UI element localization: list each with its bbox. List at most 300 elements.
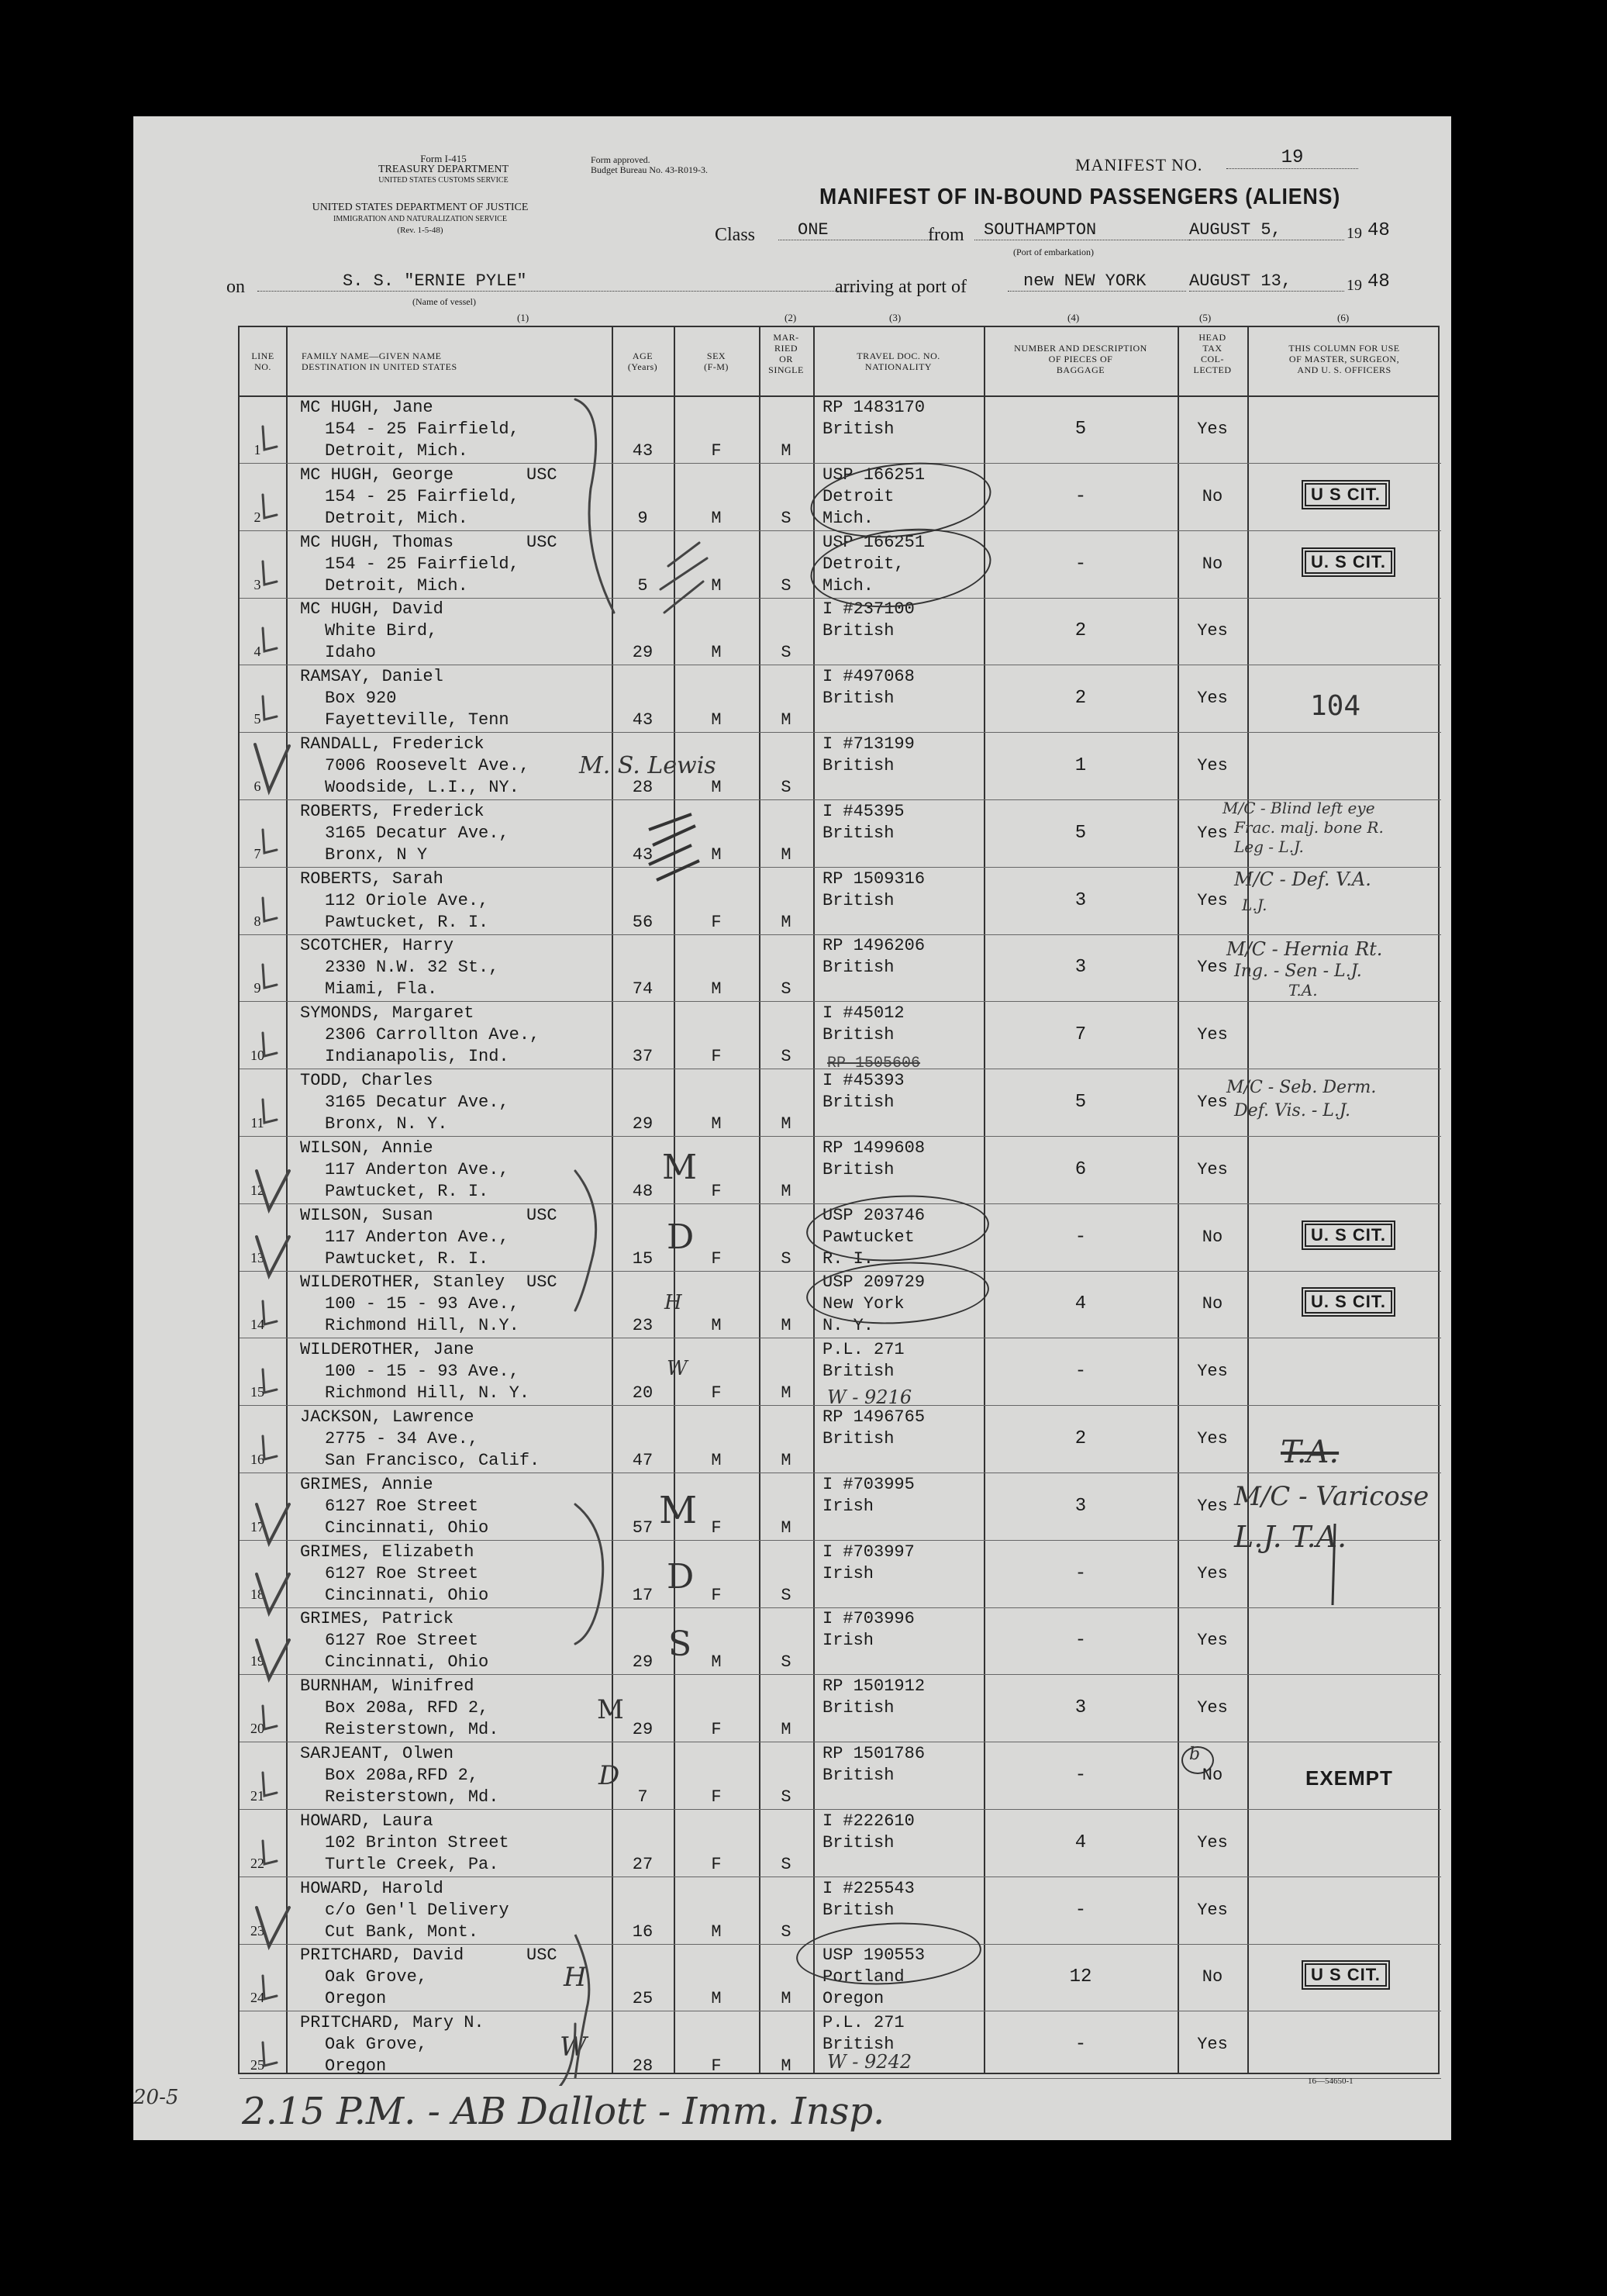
passenger-name: HOWARD, Laura [300, 1811, 433, 1831]
check-mark [263, 1436, 277, 1459]
col-married: MAR- RIED OR SINGLE [768, 332, 804, 375]
nationality: British [822, 419, 895, 439]
nationality: British [822, 1025, 895, 1045]
travel-doc-number: I #45393 [822, 1071, 905, 1090]
travel-doc-number: USP 190553 [822, 1946, 926, 1966]
passenger-name: SCOTCHER, Harry [300, 936, 454, 956]
destination-line-2: Oregon [325, 1989, 387, 2009]
nationality: British [822, 1362, 895, 1382]
justice-dept: UNITED STATES DEPARTMENT OF JUSTICE [312, 202, 529, 213]
destination-line-1: 154 - 25 Fairfield, [325, 419, 519, 439]
passenger-name: PRITCHARD, Mary N. [300, 2013, 485, 2033]
line-number: 12 [250, 1182, 264, 1198]
head-tax: Yes [1197, 1900, 1228, 1920]
line-number: 6 [253, 779, 261, 794]
destination-line-1: White Bird, [325, 621, 438, 641]
age: 43 [632, 441, 653, 461]
baggage-count: 5 [1074, 1092, 1087, 1113]
colnum-5: (5) [1199, 312, 1212, 323]
destination-line-2: Cut Bank, Mont. [325, 1921, 479, 1942]
nationality: Portland [822, 1967, 905, 1987]
passenger-name: WILDEROTHER, Stanley [300, 1272, 505, 1293]
us-citizen-stamp: U S CIT. [1302, 480, 1390, 509]
form-title: MANIFEST OF IN-BOUND PASSENGERS (ALIENS) [819, 185, 1341, 209]
marital-status: S [781, 508, 791, 528]
head-tax: Yes [1197, 1093, 1228, 1112]
destination-line-2: Detroit, Mich. [325, 575, 468, 596]
passenger-name: HOWARD, Harold [300, 1878, 443, 1898]
destination-line-2: San Francisco, Calif. [325, 1451, 540, 1470]
head-tax: Yes [1197, 1429, 1228, 1448]
sex: F [711, 1854, 722, 1874]
age: 43 [632, 844, 653, 865]
check-mark [263, 426, 277, 450]
relation-mark: H [664, 1291, 682, 1314]
grimes-note-1: M/C - Varicose [1234, 1481, 1429, 1512]
baggage-count: 3 [1074, 1495, 1087, 1517]
check-mark [257, 1640, 289, 1679]
passenger-name: MC HUGH, Jane [300, 398, 433, 417]
age: 47 [632, 1451, 653, 1470]
form-approved: Form approved. [591, 154, 650, 165]
baggage-count: 5 [1074, 419, 1087, 440]
arriving-label: arriving at port of [835, 277, 967, 297]
table-row [240, 732, 1441, 800]
col-baggage: NUMBER AND DESCRIPTION OF PIECES OF BAGGAGE [1014, 343, 1147, 375]
check-mark [257, 1171, 289, 1210]
from-value: SOUTHAMPTON [974, 220, 1189, 240]
destination-line-2: Pawtucket, R. I. [325, 1181, 489, 1201]
line-number: 8 [253, 913, 261, 929]
destination-line-2: Bronx, N Y [325, 844, 428, 865]
table-row [240, 665, 1441, 733]
check-mark [263, 561, 277, 585]
scribble [660, 543, 707, 613]
age: 37 [632, 1047, 653, 1067]
passenger-name: RAMSAY, Daniel [300, 667, 443, 687]
roberts-note-2: Frac. malj. bone R. [1234, 818, 1384, 837]
head-tax: No [1202, 1294, 1223, 1314]
passenger-name: JACKSON, Lawrence [300, 1407, 474, 1427]
nationality: British [822, 823, 895, 843]
randall-note: M. S. Lewis [579, 752, 716, 779]
table-row [240, 597, 1441, 665]
travel-doc-number: USP 166251 [822, 532, 926, 552]
passenger-name: WILSON, Annie [300, 1138, 433, 1158]
vessel-name: S. S. "ERNIE PYLE" [257, 271, 862, 292]
marital-status: M [781, 1451, 791, 1470]
passenger-name: MC HUGH, David [300, 599, 443, 620]
col-officers: THIS COLUMN FOR USE OF MASTER, SURGEON, AND U. S. OFFICERS [1288, 343, 1400, 375]
destination-line-2: Turtle Creek, Pa. [325, 1854, 499, 1874]
sex: M [711, 643, 722, 663]
age: 29 [632, 1720, 653, 1740]
passenger-name: SYMONDS, Margaret [300, 1003, 474, 1024]
destination-line-1: 2306 Carrollton Ave., [325, 1025, 540, 1045]
passenger-name: TODD, Charles [300, 1071, 433, 1090]
check-mark [263, 965, 277, 988]
doc-extra: Oregon [822, 1989, 885, 2009]
passenger-name: BURNHAM, Winifred [300, 1676, 474, 1697]
age: 9 [637, 508, 648, 528]
usc-mark: USC [526, 1946, 557, 1966]
head-tax: Yes [1197, 1631, 1228, 1651]
nationality: British [822, 621, 895, 641]
marital-status: M [781, 441, 791, 461]
sex: F [711, 912, 722, 932]
check-mark [257, 1504, 289, 1543]
baggage-count: 4 [1074, 1293, 1087, 1315]
check-mark [263, 1841, 277, 1864]
family-brackets [544, 395, 722, 2086]
line-number: 3 [253, 576, 261, 592]
line-number: 25 [250, 2057, 264, 2073]
destination-line-1: 7006 Roosevelt Ave., [325, 756, 530, 775]
scotcher-note-2: Ing. - Sen - L.J. [1234, 962, 1362, 981]
age: 17 [632, 1585, 653, 1605]
doc-extra: N. Y. [822, 1316, 874, 1336]
head-tax: Yes [1197, 958, 1228, 978]
sex: M [711, 979, 722, 1000]
destination-line-2: Pawtucket, R. I. [325, 912, 489, 932]
age: 16 [632, 1921, 653, 1942]
col-travel-doc: TRAVEL DOC. NO. NATIONALITY [857, 350, 940, 372]
arrival-year-prefix: 19 [1347, 277, 1362, 294]
class-value: ONE [778, 220, 937, 240]
destination-line-1: 2775 - 34 Ave., [325, 1429, 479, 1448]
head-tax: Yes [1197, 823, 1228, 843]
usc-mark: USC [526, 532, 557, 552]
check-mark [263, 495, 277, 518]
head-tax: Yes [1197, 1362, 1228, 1382]
marginal-number: 104 [1310, 690, 1361, 722]
line-number: 11 [250, 1115, 264, 1131]
marital-status: M [781, 2056, 791, 2077]
exempt-stamp: EXEMPT [1305, 1766, 1393, 1790]
sex: F [711, 1787, 722, 1807]
colnum-6: (6) [1337, 312, 1350, 323]
marital-status: S [781, 1585, 791, 1605]
colnum-4: (4) [1067, 312, 1080, 323]
sex: M [711, 710, 722, 730]
sex: M [711, 844, 722, 865]
relation-mark: S [668, 1624, 692, 1664]
age: 27 [632, 1854, 653, 1874]
destination-line-1: 154 - 25 Fairfield, [325, 486, 519, 506]
head-tax: Yes [1197, 419, 1228, 439]
us-citizen-stamp: U. S CIT. [1302, 547, 1395, 577]
bracket-line [575, 1504, 603, 1644]
destination-line-1: 100 - 15 - 93 Ave., [325, 1294, 519, 1314]
line-number: 23 [250, 1922, 264, 1939]
destination-line-2: Reisterstown, Md. [325, 1720, 499, 1740]
age: 29 [632, 643, 653, 663]
line-number: 1 [253, 442, 261, 457]
col-sex: SEX (F-M) [704, 350, 729, 372]
bottom-left-note: 20-5 [133, 2086, 179, 2109]
age: 29 [632, 1114, 653, 1134]
form-code: 16—54650-1 [1308, 2077, 1354, 2086]
line-number: 10 [250, 1048, 264, 1064]
destination-line-1: Box 208a,RFD 2, [325, 1766, 479, 1785]
passenger-name: MC HUGH, George [300, 464, 454, 485]
head-tax: Yes [1197, 1159, 1228, 1179]
passenger-name: WILDEROTHER, Jane [300, 1340, 474, 1360]
marital-status: S [781, 979, 791, 1000]
age: 43 [632, 710, 653, 730]
arrival-port: new NEW YORK [1008, 271, 1186, 292]
destination-line-1: Oak Grove, [325, 2035, 428, 2055]
relation-mark: M [597, 1694, 624, 1725]
marital-status: S [781, 1854, 791, 1874]
marital-status: S [781, 778, 791, 797]
baggage-count: - [1074, 1765, 1087, 1786]
destination-line-1: 117 Anderton Ave., [325, 1159, 509, 1179]
pl-note-2: W - 9242 [827, 2051, 912, 2073]
todd-note-2: Def. Vis. - L.J. [1234, 1101, 1350, 1120]
nationality: British [822, 1766, 895, 1785]
table-row [240, 1405, 1441, 1473]
destination-line-1: 2330 N.W. 32 St., [325, 958, 499, 978]
line-number: 20 [250, 1721, 264, 1737]
sex: F [711, 1720, 722, 1740]
nationality: Pawtucket [822, 1227, 915, 1247]
destination-line-2: Detroit, Mich. [325, 508, 468, 528]
line-number: 2 [253, 509, 261, 525]
vertical-stroke [1323, 1520, 1347, 1613]
destination-line-1: Box 920 [325, 689, 397, 709]
travel-doc-number: I #703995 [822, 1474, 915, 1494]
destination-line-1: 102 Brinton Street [325, 1832, 509, 1852]
baggage-count: - [1074, 485, 1087, 507]
destination-line-2: Indianapolis, Ind. [325, 1047, 509, 1067]
line-number: 9 [253, 980, 261, 996]
nationality: British [822, 958, 895, 978]
baggage-count: - [1074, 1562, 1087, 1584]
symonds-struck-doc: RP 1505606 [827, 1055, 921, 1072]
age: 23 [632, 1316, 653, 1336]
baggage-count: - [1074, 2034, 1087, 2056]
baggage-count: 4 [1074, 1832, 1087, 1853]
head-tax: No [1202, 1766, 1223, 1785]
sex: F [711, 1047, 722, 1067]
baggage-count: 3 [1074, 889, 1087, 911]
marital-status: M [781, 710, 791, 730]
sarah-note-1: M/C - Def. V.A. [1234, 868, 1371, 890]
check-mark [263, 2042, 277, 2066]
check-mark [263, 1773, 277, 1796]
check-mark [263, 1369, 277, 1393]
sex: F [711, 1248, 722, 1269]
travel-doc-number: RP 1501912 [822, 1676, 926, 1697]
nationality: British [822, 2035, 895, 2055]
ins-service: IMMIGRATION AND NATURALIZATION SERVICE [333, 215, 507, 223]
passenger-name: GRIMES, Patrick [300, 1609, 454, 1629]
marital-status: M [781, 1517, 791, 1538]
scribble [649, 814, 699, 880]
travel-doc-number: I #237100 [822, 599, 915, 620]
customs-service: UNITED STATES CUSTOMS SERVICE [378, 176, 509, 185]
pl-note-1: W - 9216 [827, 1386, 912, 1408]
destination-line-2: Cincinnati, Ohio [325, 1585, 489, 1605]
colnum-2: (2) [785, 312, 797, 323]
nationality: British [822, 1900, 895, 1920]
col-age: AGE (Years) [627, 350, 658, 372]
nationality: New York [822, 1294, 905, 1314]
doc-extra: R. I. [822, 1248, 874, 1269]
travel-doc-number: P.L. 271 [822, 2013, 905, 2033]
sex: M [711, 1316, 722, 1336]
from-label: from [928, 225, 964, 245]
travel-doc-number: RP 1499608 [822, 1138, 926, 1158]
port-embark-label: (Port of embarkation) [1013, 247, 1094, 257]
scribble-marks [645, 806, 707, 899]
sex: F [711, 1181, 722, 1201]
check-mark [263, 1976, 277, 1999]
nationality: British [822, 1159, 895, 1179]
travel-doc-number: P.L. 271 [822, 1340, 905, 1360]
destination-line-1: Oak Grove, [325, 1967, 428, 1987]
departure-date: AUGUST 5, [1189, 220, 1344, 240]
table-row [240, 395, 1441, 464]
scotcher-note-1: M/C - Hernia Rt. [1226, 938, 1383, 960]
marital-status: S [781, 1248, 791, 1269]
sex: M [711, 508, 722, 528]
travel-doc-number: I #703997 [822, 1542, 915, 1562]
destination-line-1: 3165 Decatur Ave., [325, 1093, 509, 1112]
passenger-name: GRIMES, Elizabeth [300, 1542, 474, 1562]
head-tax: Yes [1197, 1832, 1228, 1852]
nationality: British [822, 890, 895, 910]
passenger-name: RANDALL, Frederick [300, 734, 485, 754]
head-tax: Yes [1197, 1025, 1228, 1045]
age: 56 [632, 912, 653, 932]
travel-doc-number: I #222610 [822, 1811, 915, 1831]
line-number: 14 [250, 1317, 264, 1333]
usc-mark: USC [526, 464, 557, 485]
travel-doc-number: I #703996 [822, 1609, 915, 1629]
passenger-name: PRITCHARD, David [300, 1946, 464, 1966]
check-mark [263, 1100, 277, 1123]
grimes-note-2: L.J. T.A. [1234, 1520, 1347, 1554]
passenger-name: SARJEANT, Olwen [300, 1744, 454, 1763]
marital-status: S [781, 643, 791, 663]
jackson-note: T.A. [1281, 1435, 1340, 1470]
nationality: Irish [822, 1563, 874, 1583]
baggage-count: - [1074, 1899, 1087, 1921]
baggage-count: - [1074, 553, 1087, 575]
baggage-count: - [1074, 1226, 1087, 1248]
table-row [240, 1809, 1441, 1877]
relation-mark: D [667, 1557, 695, 1597]
travel-doc-number: I #45012 [822, 1003, 905, 1024]
age: 28 [632, 2056, 653, 2077]
destination-line-2: Oregon [325, 2056, 387, 2077]
sex: M [711, 1921, 722, 1942]
col-line: LINE NO. [251, 350, 274, 372]
inspector-signature: 2.15 P.M. - AB Dallott - Imm. Insp. [242, 2090, 885, 2133]
check-mark [263, 830, 277, 853]
doc-extra: Mich. [822, 575, 874, 596]
manifest-page [133, 116, 1451, 2140]
col-head-tax: HEAD TAX COL- LECTED [1193, 332, 1232, 375]
sex: M [711, 1114, 722, 1134]
sex: M [711, 1989, 722, 2009]
budget-bureau: Budget Bureau No. 43-R019-3. [591, 164, 708, 175]
sex: F [711, 1517, 722, 1538]
arrival-date: AUGUST 13, [1189, 271, 1344, 292]
head-tax: No [1202, 486, 1223, 506]
table-row [240, 1742, 1441, 1810]
travel-doc-number: RP 1509316 [822, 868, 926, 889]
baggage-count: 3 [1074, 957, 1087, 979]
sex: F [711, 1585, 722, 1605]
usc-mark: USC [526, 1272, 557, 1293]
line-number: 5 [253, 711, 261, 727]
travel-doc-number: RP 1501786 [822, 1744, 926, 1763]
line-number: 24 [250, 1990, 264, 2006]
nationality: British [822, 1093, 895, 1112]
sex: F [711, 1383, 722, 1403]
destination-line-1: 100 - 15 - 93 Ave., [325, 1362, 519, 1382]
baggage-count: - [1074, 1361, 1087, 1383]
age: 5 [637, 575, 648, 596]
age: 48 [632, 1181, 653, 1201]
age: 74 [632, 979, 653, 1000]
form-number: Form I-415 [420, 153, 467, 164]
destination-line-1: 3165 Decatur Ave., [325, 823, 509, 843]
destination-line-1: Box 208a, RFD 2, [325, 1698, 489, 1718]
nationality: British [822, 1832, 895, 1852]
destination-line-1: 6127 Roe Street [325, 1563, 479, 1583]
justice-block [226, 202, 614, 237]
age: 20 [632, 1383, 653, 1403]
bracket-line [575, 399, 614, 613]
head-tax: Yes [1197, 890, 1228, 910]
baggage-count: 7 [1074, 1024, 1087, 1046]
marital-status: M [781, 912, 791, 932]
nationality: British [822, 1698, 895, 1718]
baggage-count: - [1074, 1630, 1087, 1652]
todd-note-1: M/C - Seb. Derm. [1226, 1078, 1377, 1097]
table-row [240, 1136, 1441, 1204]
nationality: British [822, 689, 895, 709]
revision: (Rev. 1-5-48) [397, 226, 443, 235]
baggage-count: 2 [1074, 688, 1087, 710]
head-tax: Yes [1197, 1698, 1228, 1718]
check-mark [257, 1908, 289, 1946]
check-mark [263, 1301, 277, 1324]
travel-doc-number: USP 166251 [822, 464, 926, 485]
marital-status: M [781, 1720, 791, 1740]
table-row [240, 1674, 1441, 1742]
check-mark [263, 628, 277, 651]
class-label: Class [715, 225, 756, 245]
line-number: 22 [250, 1855, 264, 1871]
destination-line-1: 117 Anderton Ave., [325, 1227, 509, 1247]
bracket-line [575, 1935, 589, 2078]
line-number: 18 [250, 1586, 264, 1602]
line-number: 7 [253, 845, 261, 861]
check-mark [263, 1033, 277, 1056]
destination-line-2: Cincinnati, Ohio [325, 1517, 489, 1538]
sex: M [711, 778, 722, 797]
passenger-name: GRIMES, Annie [300, 1474, 433, 1494]
bracket-line [575, 1171, 596, 1310]
destination-line-1: 154 - 25 Fairfield, [325, 554, 519, 574]
passenger-name: ROBERTS, Sarah [300, 868, 443, 889]
age: 7 [637, 1787, 648, 1807]
